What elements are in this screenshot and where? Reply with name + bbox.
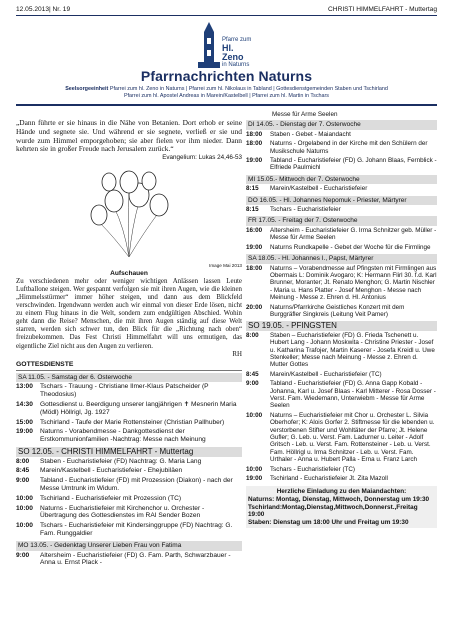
service-row [16,457,242,467]
left-schedule [16,373,242,569]
service-time: 8:00 [16,457,30,465]
service-row [246,130,437,139]
service-description: Naturns/Pfarrkirche Geistliches Konzert mit dem Burggräfler Singkreis (Leitung Veit Pamer) [270,303,405,318]
maiandacht-line: Naturns: Montag, Dienstag, Mittwoch, Donnerstag um 19:30 [248,496,430,504]
service-description: Tabland - Eucharistiefeier (FD) mit Prozession (Diakon) - nach der Messe Umtrunk im Widum. [40,477,233,493]
service-row [16,400,242,418]
left-column [16,111,242,631]
service-description: Staben - Gebet - Maiandacht [270,130,351,138]
maiandacht-line: Tschirland:Montag,Dienstag,Mittwoch,Donnerst.,Freitag 19:00 [248,503,418,519]
story-signature: RH [232,350,242,358]
service-description: Naturns - Eucharistiefeier mit Kirchenchor u. Orchester - Übertragung des Gottesdienstes im RAI Sender Bozen [40,504,205,520]
service-row [16,551,242,569]
service-row [16,427,242,445]
service-row [246,331,437,370]
service-description: Tschars - Eucharistiefeier [270,206,341,214]
service-row [16,521,242,539]
service-description: Marein/Kastelbell - Eucharistiefeier (TC) [270,370,382,378]
service-description: Tabland - Eucharistiefeier (FD) G. Johann Blaas, Fernblick - Elfriede Paulmichl [270,157,437,172]
service-description: Staben - Eucharistiefeier (FD) Nachtrag: G. Maria Lang [40,457,202,465]
story-text [16,278,242,359]
service-time: 19:00 [16,428,33,436]
maiandacht-title: Herzliche Einladung zu den Maiandachten: [276,488,407,496]
service-time: 13:00 [16,383,33,391]
balloons-image [44,167,214,262]
service-description: Tschars - Eucharistiefeier (TC) [270,465,356,473]
service-time: 16:00 [246,226,263,234]
day-heading: DI 14.05. - Dienstag der 7. Osterwoche [246,120,437,129]
service-time: 10:00 [16,522,33,530]
service-time: 10:00 [246,411,263,419]
day-heading: MO 13.05. - Gedenktag Unserer Lieben Frau von Fatima [16,541,242,551]
service-time: 10:00 [16,494,33,502]
service-time: 9:00 [246,380,259,388]
service-row [246,370,437,379]
service-time: 20:00 [246,303,263,311]
service-time: 15:00 [16,418,33,426]
service-description: Tschirland - Taufe der Marie Rottensteiner (Christian Pallhuber) [40,418,225,426]
service-row [16,466,242,476]
service-description: Marein/Kastelbell - Eucharistiefeier - Ehejubiläen [40,467,183,475]
issue-date: 12.05.2013| Nr. 19 [16,6,71,13]
header-rule [16,15,437,16]
service-row [246,379,437,411]
right-column [246,111,437,631]
story-body: Zu verschiedenen mehr oder weniger wichtigen Anlässen lassen Leute Luftballone steigen. Wer gespannt verfolgen sie mit ihren Augen, wie die kleinen „Himmelsstürmer“ immer höher steigen, und dann aus dem Blickfeld verschwinden. Irgendwann werden auch wir einmal von dieser Erde lösen, nicht zu einem Flug hinaus in die Welt, sondern zum endgültigen Abschied. Wohin geht dann die Reise? Menschen, die mit ihren Augen ständig auf diese Welt starren, werden sich schwer tun, den Blick für die „Richtung nach oben“ freizubekommen. Das Fest Christi Himmelfahrt will uns ermutigen, das eigentliche Ziel nicht aus den Augen zu verlieren. [16,277,242,350]
day-heading: SA 11.05. - Samstag der 6. Osterwoche [16,373,242,383]
service-description: Tschars - Eucharistiefeier mit Kindersinggruppe (FD) Nachtrag: G. Fam. Runggaldier [40,522,233,538]
service-time: 8:15 [246,185,259,193]
service-description: Tschars - Trauung - Christiane Ilmer-Klaus Patscheider (P Theodosius) [40,383,209,399]
service-row [16,476,242,494]
service-row [16,382,242,400]
quote-reference: Evangelium: Lukas 24,46-53 [162,154,242,162]
service-time: 18:00 [246,130,263,138]
service-row [16,418,242,428]
service-time: 8:45 [16,467,30,475]
masthead-title: Pfarrnachrichten Naturns [140,68,313,84]
service-time: 9:00 [16,477,30,485]
service-time: 19:00 [246,475,263,483]
service-row [16,504,242,522]
service-description: Naturns - Vorabendmesse - Dankgottesdienst der Erstkommunionfamilien -Nachtrag: Messe nach Meinung [40,428,206,444]
service-row [246,184,437,193]
continued-note: Messe für Arme Seelen [272,111,338,118]
service-description: Naturns – Vorabendmesse auf Pfingsten mit Firmlingen aus Obermais L: Dominik Avogaro; K: Hermann Flirl 30. f.d. Karl Brunner, Moranter; Jt. Renato Menghon; G. Martin Nischler - Maria u. Hans Platter - Josef Menghon - Messe nach Meinung - Messe z. Ehren d. Hl. Antonius [270,264,437,302]
service-description: Staben – Eucharistiefeier (FD) G. Frieda Tschenett u. Hubert Lang - Johann Moskwita - Christine Priester - Josef u. Katharina Trafojer, Martin Kaserer - Josefa Kreidl u. Uwe Stenkeller; Messe nach Meinung - Messe z. Ehren d. Mutter Gottes [270,331,435,369]
page-header [16,6,437,13]
unit-line1: Pfarrei zum hl. Zeno in Naturns | Pfarrei zum hl. Nikolaus in Tabland | Gottesdienstgemeinden Staben und Tschirland [109,86,388,92]
day-heading: MI 15.05.- Mittwoch der 7. Osterwoche [246,175,437,184]
service-time: 8:15 [246,206,259,214]
service-description: Altersheim - Eucharistiefeier G. Irma Schnitzer geb. Müller - Messe für Arme Seelen [270,226,437,242]
service-description: Naturns Rundkapelle - Gebet der Woche für die Firmlinge [270,243,431,251]
service-description: Gottesdienst u. Beerdigung unserer langjährigen ✝ Mesnerin Maria (Mödl) Höllrigl, Jg. 1927 [40,400,237,416]
day-heading: DO 16.05. - Hl. Johannes Nepomuk - Priester, Märtyrer [246,196,437,205]
service-row [246,156,437,173]
maiandacht-line: Staben: Dienstag um 18:00 Uhr und Freitag um 19:30 [248,518,409,526]
logo-line3: in Naturns [222,62,250,68]
quote-text: „Dann führte er sie hinaus in die Nähe von Betanien. Dort erhob er seine Hände und segnete sie. Und während er sie segnete, verließ er sie und wurde zum Himmel emporgehoben; sie aber fielen vor ihm nieder. Dann kehrten sie in großer Freude nach Jerusalem zurück.“ [16,118,242,154]
service-description: Naturns – Eucharistiefeier mit Chor u. Orchester L. Silvia Oberhofer; K: Alois Gorfer 2. Stiftmesse für die lebenden u. verstorbenen Stifter und Wohltäter der Pfarre; Jt. Helene Gufler; G. Leb. u. Verst. Fam. Ladurner u. Leiter - Adolf Gritsch - Leb. u. Verst. Fam. Rottensteiner - Leb. u. Verst. Fam. Höllrigl u. Irma Schnitzer - Leb. u. Verst. Fam. Urthaler - Anna u. Hubert Palla - Erna u. Franz Larch [270,411,435,464]
service-description: Marein/Kastelbell - Eucharistiefeier [270,185,368,193]
service-time: 9:00 [16,551,30,559]
service-row [246,303,437,320]
masthead-rule [16,104,437,106]
service-row [246,465,437,474]
service-row [246,139,437,156]
service-description: Tabland - Eucharistiefeier (FD) G. Anna Gapp Kobald - Johanna, Karl u. Josef Blaas - Karl Mitterer - Rosa Dosser - Verst. Fam. Wiedemann, Unterwiebm - Messe für Arme Seelen [270,380,436,410]
day-heading: SO 12.05. - CHRISTI HIMMELFAHRT - Muttertag [16,447,242,457]
day-heading: SA 18.05. - Hl. Johannes I., Papst, Märtyrer [246,254,437,263]
service-time: 8:45 [246,370,259,378]
day-heading: FR 17.05. - Freitag der 7. Osterwoche [246,216,437,225]
services-heading: GOTTESDIENSTE [16,361,242,371]
maiandacht-box [246,486,437,528]
image-caption: Image Mai 2013 [209,262,242,268]
service-row [246,411,437,465]
unit-label: Seelsorgeeinheit [65,86,109,92]
right-schedule [246,120,437,483]
unit-line2: Pfarrei zum hl. Apostel Andreas in Marein/Kastelbell | Pfarrei zum hl. Martin in Tschars [123,92,330,99]
service-time: 10:00 [16,504,33,512]
service-time: 10:00 [246,465,263,473]
service-row [246,205,437,214]
church-tower-icon [196,22,222,70]
day-heading: SO 19.05. - PFINGSTEN [246,321,437,330]
unit-description [0,86,453,100]
service-time: 8:00 [246,331,259,339]
service-time: 19:00 [246,243,263,251]
gospel-quote [16,119,242,163]
service-row [246,264,437,303]
service-time: 19:00 [246,157,263,165]
service-description: Tschirland - Eucharistiefeier mit Prozession (TC) [40,494,182,502]
service-row [246,243,437,252]
service-row [16,494,242,504]
service-time: 18:00 [246,264,263,272]
service-description: Tschirland - Eucharistiefeier Jt. Zita Mazoll [270,475,388,483]
service-row [246,474,437,483]
logo-line1: Pfarre zum [222,37,252,43]
parish-logo [196,22,256,72]
story-title: Aufschauen [110,269,148,277]
service-description: Naturns - Orgelabend in der Kirche mit den Schülern der Musikschule Naturns [270,140,428,155]
service-time: 14:30 [16,400,33,408]
feast-name: CHRISTI HIMMELFAHRT - Muttertag [328,6,437,13]
logo-line2: Hl. Zeno [222,43,244,62]
service-row [246,226,437,243]
service-time: 18:00 [246,140,263,148]
service-description: Altersheim - Eucharistiefeier (FD) G. Fam. Parth, Schwarzbauer - Anna u. Ernst Plack - [40,551,231,567]
